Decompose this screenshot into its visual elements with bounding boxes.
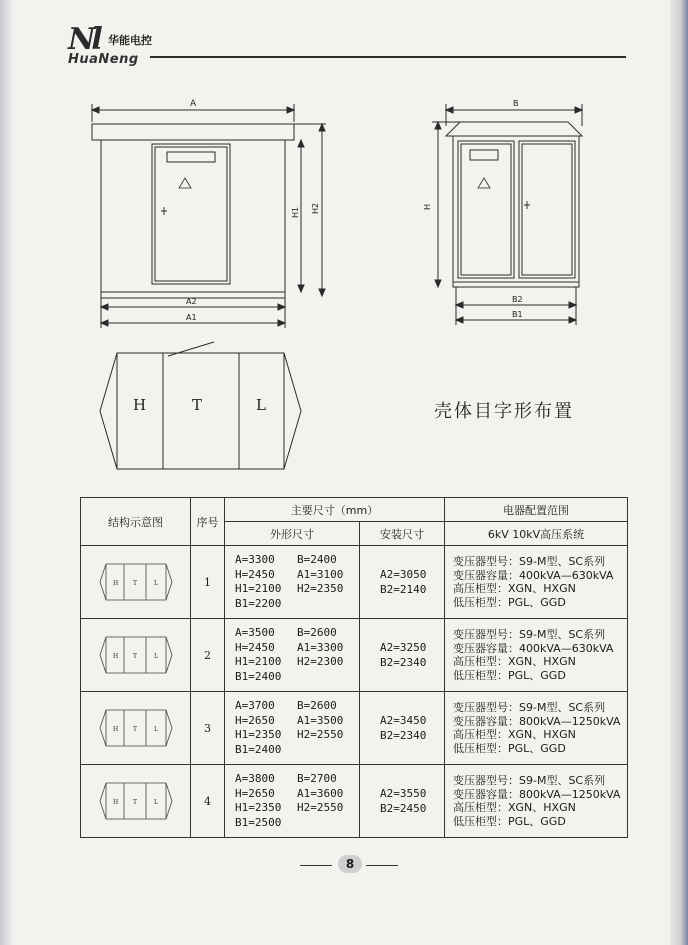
logo-mark: Nl bbox=[68, 22, 99, 57]
thumbnail-label: L bbox=[153, 580, 158, 587]
elec-config-line: 高压柜型：XGN、HXGN bbox=[453, 655, 576, 668]
elec-config-cell bbox=[445, 546, 628, 619]
dim-value: H2=2550 bbox=[297, 728, 344, 741]
outer-dims-cell bbox=[225, 692, 360, 765]
elec-config-cell bbox=[445, 765, 628, 838]
structure-thumbnail-cell bbox=[81, 765, 191, 838]
header-structure: 结构示意图 bbox=[81, 498, 191, 546]
layout-thumbnail-icon bbox=[96, 779, 176, 823]
thumbnail-label: H bbox=[112, 799, 118, 806]
dim-value: B=2600 bbox=[297, 699, 337, 712]
install-value: B2=2140 bbox=[380, 583, 427, 596]
dim-value: H=2650 bbox=[235, 713, 275, 727]
dim-value: B1=2400 bbox=[235, 742, 282, 756]
dim-label-a2: A2 bbox=[186, 297, 197, 306]
elec-config-line: 高压柜型：XGN、HXGN bbox=[453, 582, 576, 595]
elec-config-line: 变压器容量：800kVA—1250kVA bbox=[453, 787, 621, 801]
side-elevation-view bbox=[423, 99, 582, 325]
page-number: 8 bbox=[338, 855, 362, 873]
dim-value: H1=2350 bbox=[235, 801, 282, 814]
dim-label-b2: B2 bbox=[512, 295, 523, 304]
dim-label-a: A bbox=[190, 99, 197, 109]
thumbnail-label: L bbox=[153, 653, 158, 660]
install-dims-cell bbox=[360, 546, 445, 619]
outer-dims-cell bbox=[225, 546, 360, 619]
install-value: B2=2340 bbox=[380, 729, 427, 742]
dim-value: H2=2550 bbox=[297, 801, 344, 814]
dim-label-b1: B1 bbox=[512, 310, 523, 319]
dim-label-h1: H1 bbox=[291, 206, 300, 218]
structure-thumbnail-cell bbox=[81, 546, 191, 619]
structure-thumbnail-cell bbox=[81, 692, 191, 765]
install-dims-cell bbox=[360, 692, 445, 765]
install-value: A2=3050 bbox=[380, 568, 427, 581]
dim-value: A1=3500 bbox=[297, 713, 344, 727]
thumbnail-label: T bbox=[132, 653, 137, 660]
dim-value: H=2450 bbox=[235, 567, 275, 581]
plan-label-h: H bbox=[133, 396, 147, 414]
dim-label-h2: H2 bbox=[311, 202, 320, 214]
install-value: A2=3450 bbox=[380, 714, 427, 727]
elec-config-line: 高压柜型：XGN、HXGN bbox=[453, 801, 576, 814]
thumbnail-label: L bbox=[153, 726, 158, 733]
header-install-dims: 安装尺寸 bbox=[360, 522, 445, 546]
thumbnail-label: H bbox=[112, 726, 118, 733]
front-elevation-view bbox=[92, 99, 326, 328]
elec-config-line: 低压柜型：PGL、GGD bbox=[453, 814, 566, 828]
dim-value: H1=2350 bbox=[235, 728, 282, 741]
dim-label-a1: A1 bbox=[186, 313, 197, 322]
dim-value: A=3500 bbox=[235, 626, 275, 639]
elec-config-line: 变压器型号：S9-M型、SC系列 bbox=[453, 555, 606, 568]
dim-value: A=3300 bbox=[235, 553, 275, 566]
outer-dims-cell bbox=[225, 765, 360, 838]
dim-value: B1=2500 bbox=[235, 815, 282, 829]
elec-config-line: 变压器容量：400kVA—630kVA bbox=[453, 641, 614, 655]
table-row bbox=[81, 765, 628, 838]
dim-value: B=2400 bbox=[297, 553, 337, 566]
row-seq-number: 3 bbox=[191, 692, 225, 765]
dim-value: H1=2100 bbox=[235, 582, 282, 595]
plan-label-l: L bbox=[256, 396, 266, 414]
thumbnail-label: T bbox=[132, 580, 137, 587]
elec-config-line: 高压柜型：XGN、HXGN bbox=[453, 728, 576, 741]
dim-label-h: H bbox=[423, 203, 432, 210]
elec-config-line: 变压器容量：800kVA—1250kVA bbox=[453, 714, 621, 728]
header-main-dims: 主要尺寸（mm） bbox=[225, 498, 445, 522]
header-elec-system: 6kV 10kV高压系统 bbox=[445, 522, 628, 546]
thumbnail-label: H bbox=[112, 653, 118, 660]
dim-value: H2=2350 bbox=[297, 582, 344, 595]
elec-config-cell bbox=[445, 692, 628, 765]
table-row bbox=[81, 619, 628, 692]
layout-thumbnail-icon bbox=[96, 706, 176, 750]
elec-config-line: 变压器型号：S9-M型、SC系列 bbox=[453, 774, 606, 787]
layout-thumbnail-icon bbox=[96, 633, 176, 677]
header-elec-range: 电器配置范围 bbox=[445, 498, 628, 522]
dim-value: H2=2300 bbox=[297, 655, 344, 668]
elec-config-line: 变压器型号：S9-M型、SC系列 bbox=[453, 628, 606, 641]
thumbnail-label: T bbox=[132, 726, 137, 733]
dim-value: A1=3600 bbox=[297, 786, 344, 800]
thumbnail-label: H bbox=[112, 580, 118, 587]
header-outer-dims: 外形尺寸 bbox=[225, 522, 360, 546]
elec-config-line: 低压柜型：PGL、GGD bbox=[453, 741, 566, 755]
row-seq-number: 1 bbox=[191, 546, 225, 619]
dim-value: B1=2200 bbox=[235, 596, 282, 610]
install-dims-cell bbox=[360, 765, 445, 838]
dim-value: A1=3100 bbox=[297, 567, 344, 581]
install-value: A2=3550 bbox=[380, 787, 427, 800]
plan-layout-view bbox=[100, 342, 301, 469]
outer-dims-cell bbox=[225, 619, 360, 692]
install-value: A2=3250 bbox=[380, 641, 427, 654]
dim-value: B=2600 bbox=[297, 626, 337, 639]
install-value: B2=2450 bbox=[380, 802, 427, 815]
layout-title: 壳体目字形布置 bbox=[434, 401, 574, 422]
dim-value: B1=2400 bbox=[235, 669, 282, 683]
structure-thumbnail-cell bbox=[81, 619, 191, 692]
table-row bbox=[81, 692, 628, 765]
plan-label-t: T bbox=[192, 396, 203, 414]
elec-config-line: 变压器型号：S9-M型、SC系列 bbox=[453, 701, 606, 714]
elec-config-cell bbox=[445, 619, 628, 692]
spec-table bbox=[80, 497, 628, 838]
row-seq-number: 4 bbox=[191, 765, 225, 838]
dim-value: B=2700 bbox=[297, 772, 337, 785]
dim-value: A=3800 bbox=[235, 772, 275, 785]
page-number-area bbox=[300, 855, 400, 875]
thumbnail-label: L bbox=[153, 799, 158, 806]
logo-english-name: HuaNeng bbox=[68, 52, 139, 67]
logo-chinese-name: 华能电控 bbox=[108, 34, 152, 47]
table-row bbox=[81, 546, 628, 619]
row-seq-number: 2 bbox=[191, 619, 225, 692]
thumbnail-label: T bbox=[132, 799, 137, 806]
dim-label-b: B bbox=[513, 99, 519, 108]
elec-config-line: 低压柜型：PGL、GGD bbox=[453, 668, 566, 682]
dim-value: H1=2100 bbox=[235, 655, 282, 668]
header-seq: 序号 bbox=[191, 498, 225, 546]
elec-config-line: 低压柜型：PGL、GGD bbox=[453, 595, 566, 609]
install-dims-cell bbox=[360, 619, 445, 692]
dim-value: A1=3300 bbox=[297, 640, 344, 654]
dim-value: A=3700 bbox=[235, 699, 275, 712]
elec-config-line: 变压器容量：400kVA—630kVA bbox=[453, 568, 614, 582]
dim-value: H=2650 bbox=[235, 786, 275, 800]
dim-value: H=2450 bbox=[235, 640, 275, 654]
install-value: B2=2340 bbox=[380, 656, 427, 669]
layout-thumbnail-icon bbox=[96, 560, 176, 604]
